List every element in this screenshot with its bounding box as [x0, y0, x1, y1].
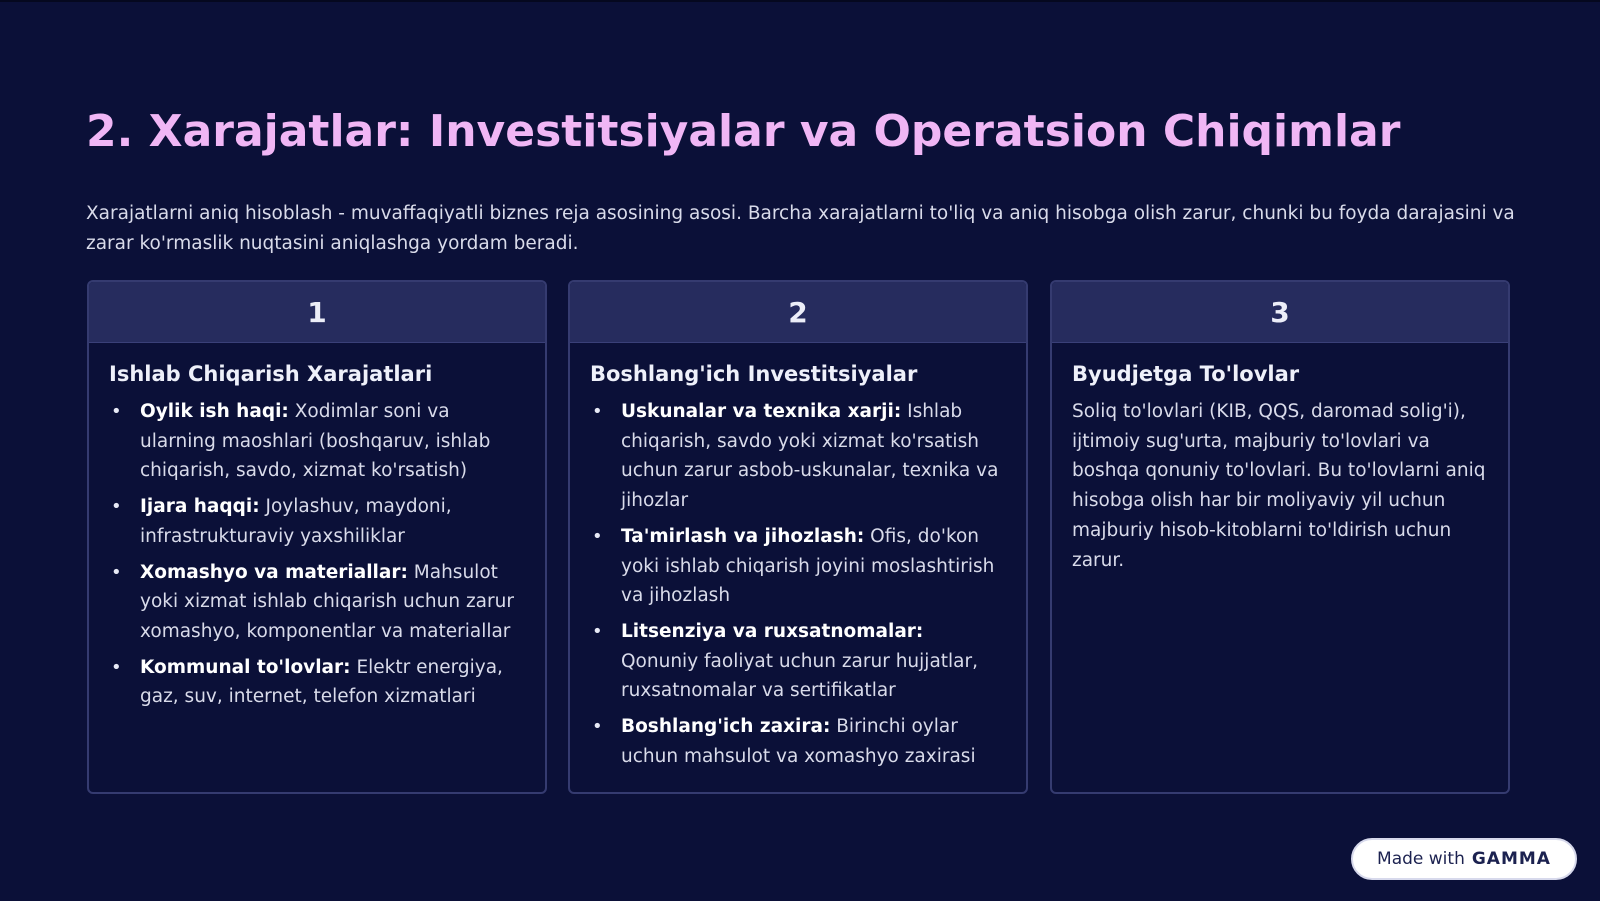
- item-term: Litsenziya va ruxsatnomalar:: [621, 620, 924, 642]
- list-item: [590, 617, 1006, 706]
- card-item-list: [109, 397, 525, 712]
- card-number: 2: [570, 282, 1026, 343]
- item-term: Ijara haqqi:: [140, 496, 260, 518]
- card-number: 1: [89, 282, 545, 343]
- card-title: Boshlang'ich Investitsiyalar: [590, 362, 918, 386]
- item-description: Xodimlar soni va ularning maoshlari (boshqaruv, ishlab chiqarish, savdo, xizmat ko'rsatish): [140, 401, 491, 482]
- bullet-icon: •: [592, 401, 603, 422]
- item-term: Ta'mirlash va jihozlash:: [621, 525, 865, 547]
- item-term: Kommunal to'lovlar:: [140, 656, 351, 678]
- bullet-icon: •: [111, 656, 122, 678]
- item-description: Joylashuv, maydoni, infrastrukturaviy yaxshiliklar: [140, 496, 452, 547]
- bullet-icon: •: [111, 401, 122, 422]
- item-description: Mahsulot yoki xizmat ishlab chiqarish uchun zarur xomashyo, komponentlar va materiallar: [140, 561, 514, 642]
- item-description: Birinchi oylar uchun mahsulot va xomashyo zaxirasi: [621, 716, 976, 767]
- card-title: Byudjetga To'lovlar: [1072, 362, 1300, 386]
- list-item: [590, 522, 1006, 611]
- card-title: Ishlab Chiqarish Xarajatlari: [109, 362, 433, 386]
- card-item-list: [590, 397, 1006, 771]
- item-description: Ishlab chiqarish, savdo yoki xizmat ko'rsatish uchun zarur asbob-uskunalar, texnika va jihozlar: [621, 401, 999, 512]
- item-term: Uskunalar va texnika xarji:: [621, 401, 902, 422]
- card-production-costs: [87, 280, 547, 794]
- list-item: [109, 558, 525, 647]
- top-divider: [0, 0, 1600, 2]
- slide-title: 2. Xarajatlar: Investitsiyalar va Operatsion Chiqimlar: [86, 106, 1401, 157]
- card-number: 3: [1052, 282, 1508, 343]
- slide-intro: Xarajatlarni aniq hisoblash - muvaffaqiyatli biznes reja asosining asosi. Barcha xarajatlarni to'liq va aniq hisobga olish zarur, chunki bu foyda darajasini va zarar ko'rmaslik nuqtasini aniqlashga yordam beradi.: [86, 203, 1515, 254]
- bullet-icon: •: [592, 525, 603, 547]
- item-term: Boshlang'ich zaxira:: [621, 716, 831, 738]
- card-budget-payments: [1050, 280, 1510, 794]
- item-description: Ofis, do'kon yoki ishlab chiqarish joyini moslashtirish va jihozlash: [621, 525, 995, 607]
- made-with-gamma-badge[interactable]: [1351, 838, 1577, 880]
- badge-prefix: Made with: [1377, 849, 1465, 869]
- item-term: Oylik ish haqi:: [140, 401, 289, 422]
- list-item: [590, 397, 1006, 516]
- item-description: Elektr energiya, gaz, suv, internet, telefon xizmatlari: [140, 656, 503, 708]
- card-text: Soliq to'lovlari (KIB, QQS, daromad solig'i), ijtimoiy sug'urta, majburiy to'lovlari va boshqa qonuniy to'lovlari. Bu to'lovlarni aniq hisobga olish har bir moliyaviy yil uchun majburiy hisob-kitoblarni to'ldirish uchun zarur.: [1072, 401, 1486, 571]
- bullet-icon: •: [592, 716, 603, 738]
- gamma-logo: GAMMA: [1471, 849, 1551, 869]
- bullet-icon: •: [111, 496, 122, 518]
- card-initial-investments: [568, 280, 1028, 794]
- list-item: [109, 397, 525, 486]
- list-item: [109, 492, 525, 551]
- item-term: Xomashyo va materiallar:: [140, 561, 408, 583]
- list-item: [109, 653, 525, 712]
- bullet-icon: •: [111, 561, 122, 583]
- list-item: [590, 712, 1006, 771]
- item-description: Qonuniy faoliyat uchun zarur hujjatlar, ruxsatnomalar va sertifikatlar: [621, 650, 978, 702]
- bullet-icon: •: [592, 620, 603, 642]
